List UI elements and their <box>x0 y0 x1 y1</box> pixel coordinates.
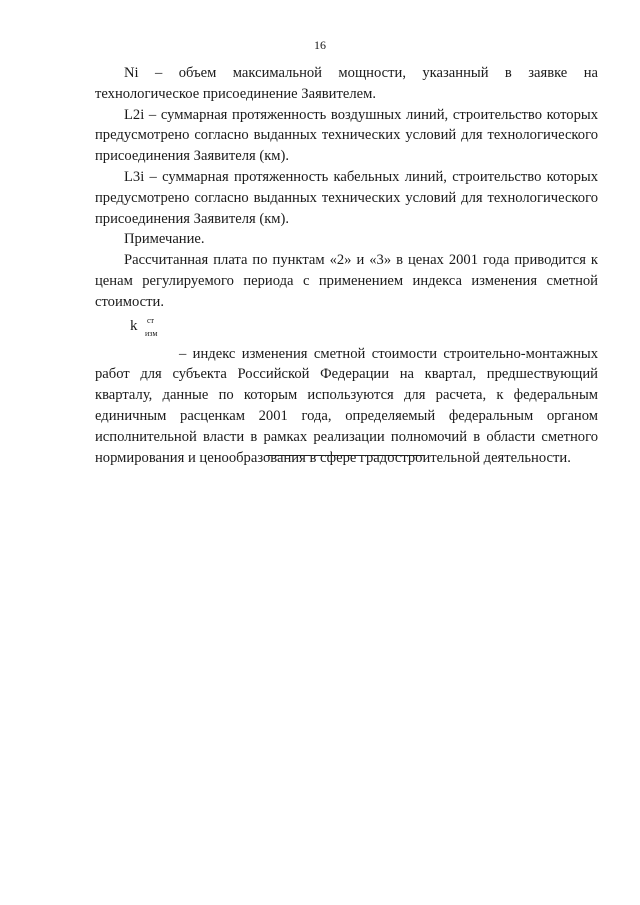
index-formula-symbol <box>130 316 598 344</box>
paragraph-l2i: L2i – суммарная протяженность воздушных линий, строительство которых предусмотрено согласно выданных технических условий для технологического присоединения Заявителя (км). <box>95 106 598 165</box>
paragraph-index-definition: – индекс изменения сметной стоимости строительно-монтажных работ для субъекта Российской Федерации на квартал, предшествующий кварталу, данные по которым используются для расчета, к федеральным единичным расценкам 2001 года, определяемый федеральным органом исполнительной власти в рамках реализации полномочий в области сметного нормирования и ценообразования в сфере градостроительной деятельности. <box>95 345 598 466</box>
formula-k: k <box>130 317 138 334</box>
paragraph-ni: Ni – объем максимальной мощности, указанный в заявке на технологическое присоединение Заявителем. <box>95 65 598 102</box>
paragraph-l3i: L3i – суммарная протяженность кабельных линий, строительство которых предусмотрено согласно выданных технических условий для технологического присоединения Заявителя (км). <box>95 168 598 227</box>
document-body <box>95 63 598 468</box>
end-divider <box>266 455 425 456</box>
formula-subscript: изм <box>145 328 158 338</box>
page-number: 16 <box>314 38 326 52</box>
formula-superscript: ст <box>147 315 155 325</box>
note-heading: Примечание. <box>124 231 205 248</box>
paragraph-calculated-fee: Рассчитанная плата по пунктам «2» и «3» в ценах 2001 года приводится к ценам регулируемого периода с применением индекса изменения сметной стоимости. <box>95 252 598 310</box>
